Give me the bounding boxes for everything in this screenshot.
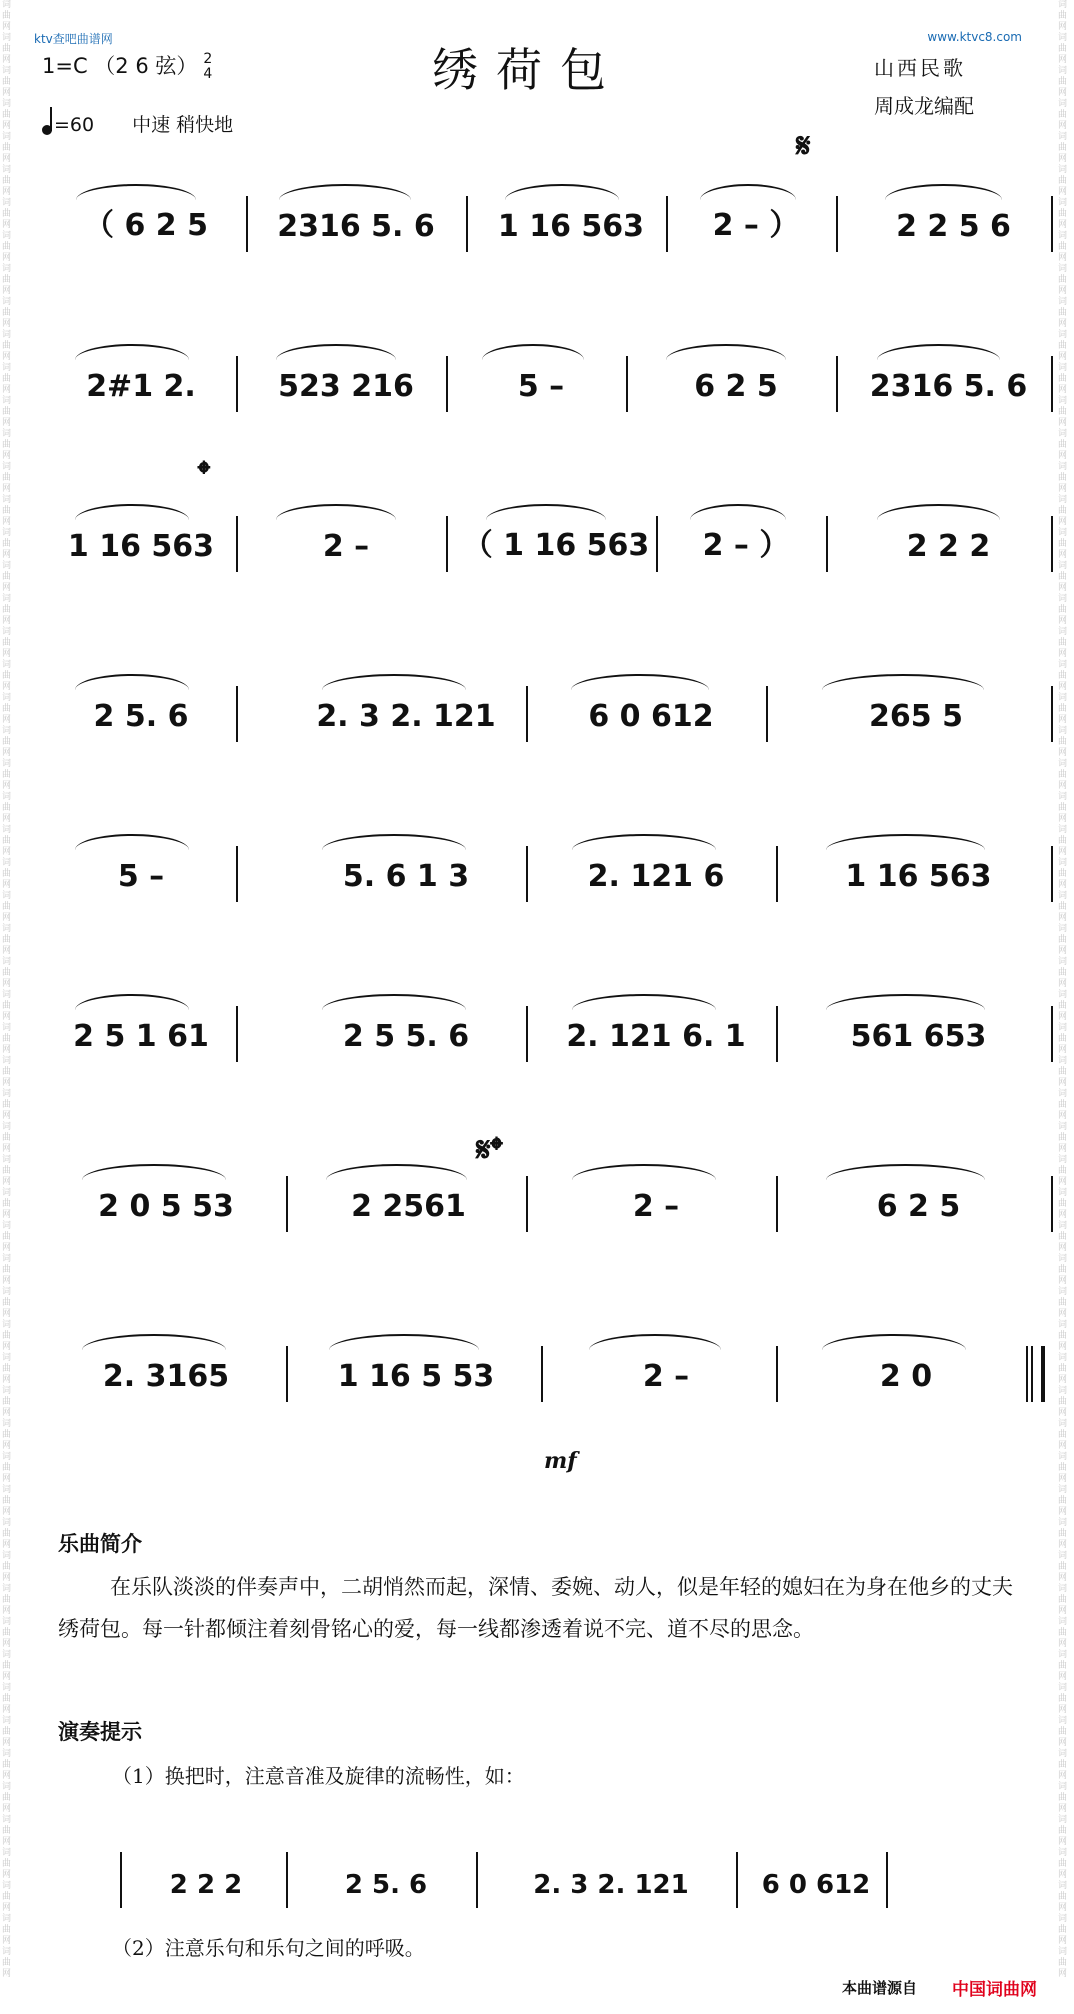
score-measure: 6 2 5 [876,1189,961,1224]
barline [826,516,828,572]
time-signature-top: 2 [203,51,213,67]
dynamic-mark: mf [544,1448,577,1474]
score-line [36,1150,1036,1230]
barline [236,846,238,902]
tempo-value: =60 [54,114,95,136]
score-measure: 2 – [632,1189,680,1224]
score-measure: 2 – [642,1359,690,1394]
score-measure: 5. 6 1 3 [342,859,470,894]
barline [836,356,838,412]
site-link-top-left[interactable]: ktv查吧曲谱网 [34,32,113,46]
score-measure: 5 – [117,859,165,894]
score-line [36,660,1036,740]
score-measure: 1 16 5 53 [337,1359,495,1394]
intro-text: 在乐队淡淡的伴奏声中，二胡悄然而起，深情、委婉、动人，似是年轻的媳妇在为身在他乡的丈夫绣荷包。每一针都倾注着刻骨铭心的爱，每一线都渗透着说不完、道不尽的思念。 [58,1575,1013,1641]
footer-site-link[interactable]: 中国词曲网 [952,1980,1037,2000]
barline [236,686,238,742]
barline [1051,1006,1053,1062]
barline [236,516,238,572]
time-signature [203,52,212,82]
barline [1051,516,1053,572]
barline [526,1176,528,1232]
score-measure: 2316 5. 6 [869,369,1028,404]
barline [1026,1346,1028,1402]
barline [286,1176,288,1232]
score-line [36,1320,1036,1400]
tempo-marking [42,110,233,137]
barline [836,196,838,252]
score-measure: 2 – [322,529,370,564]
barline [446,356,448,412]
barline [476,1852,478,1908]
barline [541,1346,543,1402]
barline [776,1176,778,1232]
tempo-text: 中速 稍快地 [132,114,234,136]
coda-sign: 𝄌 [198,454,210,494]
score-measure: 2 0 [879,1359,933,1394]
barline [1051,1176,1053,1232]
song-title: 绣荷包 [432,43,624,97]
quarter-note-icon [42,125,52,135]
barline [656,516,658,572]
arranger: 周成龙编配 [874,94,974,118]
example-measure: 2. 3 2. 121 [533,1870,689,1900]
score-measure: 561 653 [850,1019,987,1054]
segno-sign: 𝄋 [796,126,811,166]
barline [286,1852,288,1908]
watermark-right: 词曲网词曲网词曲网词曲网词曲网词曲网词曲网词曲网词曲网词曲网词曲网词曲网词曲网词曲网词曲网词曲网词曲网词曲网词曲网词曲网词曲网词曲网词曲网词曲网词曲网词曲网词曲网词曲网词曲网词曲网词曲网词曲网词曲网词曲网词曲网词曲网词曲网词曲网词曲网词曲网词曲网词曲网词曲网词曲网词曲网词曲网词曲网词曲网词曲网词曲网词曲网词曲网词曲网词曲网词曲网词曲网词曲网词曲网词曲网词曲网 [1058,0,1068,1979]
score-line [36,490,1036,570]
score-measure: 2. 121 6. 1 [566,1019,746,1054]
score-measure: 5 – [517,369,565,404]
barline [666,196,668,252]
score-measure: 1 16 563 [845,859,992,894]
barline [446,516,448,572]
score-measure: 2 2 5 6 [896,209,1011,244]
barline [626,356,628,412]
score-line [36,330,1036,410]
barline [286,1346,288,1402]
final-barline [1031,1346,1045,1402]
footer-source: 本曲谱源自 [842,1979,918,1997]
score-measure: 1 16 563 [67,529,215,564]
barline [736,1852,738,1908]
score-measure: 2 2 2 [906,529,991,564]
score-line [36,820,1036,900]
barline [1051,686,1053,742]
score-measure: 2 5 1 61 [73,1019,209,1054]
barline [526,846,528,902]
score-measure: 1 16 563 [497,209,645,244]
score-measure: 6 2 5 [694,369,778,404]
score-measure: 2 – ） [702,528,790,563]
intro-heading: 乐曲简介 [58,1532,142,1556]
tip-example-score [100,1826,871,1906]
site-link-top-right[interactable]: www.ktvc8.com [927,30,1022,44]
score-measure: 2 5. 6 [93,699,189,734]
tips-heading: 演奏提示 [58,1720,142,1744]
score-line [36,980,1036,1060]
barline [120,1852,122,1908]
barline [466,196,468,252]
score-measure: 6 0 612 [588,699,714,734]
barline [236,1006,238,1062]
score-line [36,170,1036,250]
score-measure: 2. 3 2. 121 [316,699,496,734]
tip-item-1: （1）换把时，注意音准及旋律的流畅性，如： [112,1764,525,1788]
barline [1051,846,1053,902]
score-measure: 2#1 2. [86,369,196,404]
score-measure: 2316 5. 6 [277,209,435,244]
barline [776,1006,778,1062]
barline [1051,196,1053,252]
tip-item-2: （2）注意乐句和乐句之间的呼吸。 [112,1936,425,1960]
time-signature-bottom: 4 [203,66,213,82]
key-signature [42,50,212,82]
example-measure: 2 5. 6 [344,1870,428,1900]
score-measure: 2 0 5 53 [98,1189,234,1224]
score-measure: 2 2561 [351,1189,466,1224]
barline [776,1346,778,1402]
score-measure: （ 6 2 5 [84,208,208,243]
watermark-left: 词曲网词曲网词曲网词曲网词曲网词曲网词曲网词曲网词曲网词曲网词曲网词曲网词曲网词曲网词曲网词曲网词曲网词曲网词曲网词曲网词曲网词曲网词曲网词曲网词曲网词曲网词曲网词曲网词曲网词曲网词曲网词曲网词曲网词曲网词曲网词曲网词曲网词曲网词曲网词曲网词曲网词曲网词曲网词曲网词曲网词曲网词曲网词曲网词曲网词曲网词曲网词曲网词曲网词曲网词曲网词曲网词曲网词曲网词曲网词曲网 [2,0,12,1979]
score-measure: 2. 121 6 [587,859,725,894]
score-measure: 265 5 [869,699,963,734]
barline [236,356,238,412]
barline [526,686,528,742]
example-measure: 6 0 612 [761,1870,871,1900]
score-measure: 523 216 [278,369,414,404]
barline [766,686,768,742]
barline [776,846,778,902]
segno-coda-sign: 𝄋𝄌 [476,1130,503,1170]
barline [1051,356,1053,412]
score-measure: 2 – ） [712,208,800,243]
score-measure: 2. 3165 [102,1359,230,1394]
key-text: 1=C （2 6 弦） [42,54,198,78]
barline [886,1852,888,1908]
song-origin: 山西民歌 [874,56,966,80]
barline [526,1006,528,1062]
score-measure: 2 5 5. 6 [342,1019,470,1054]
example-measure: 2 2 2 [169,1870,243,1900]
score-measure: （ 1 16 563 [462,528,650,563]
